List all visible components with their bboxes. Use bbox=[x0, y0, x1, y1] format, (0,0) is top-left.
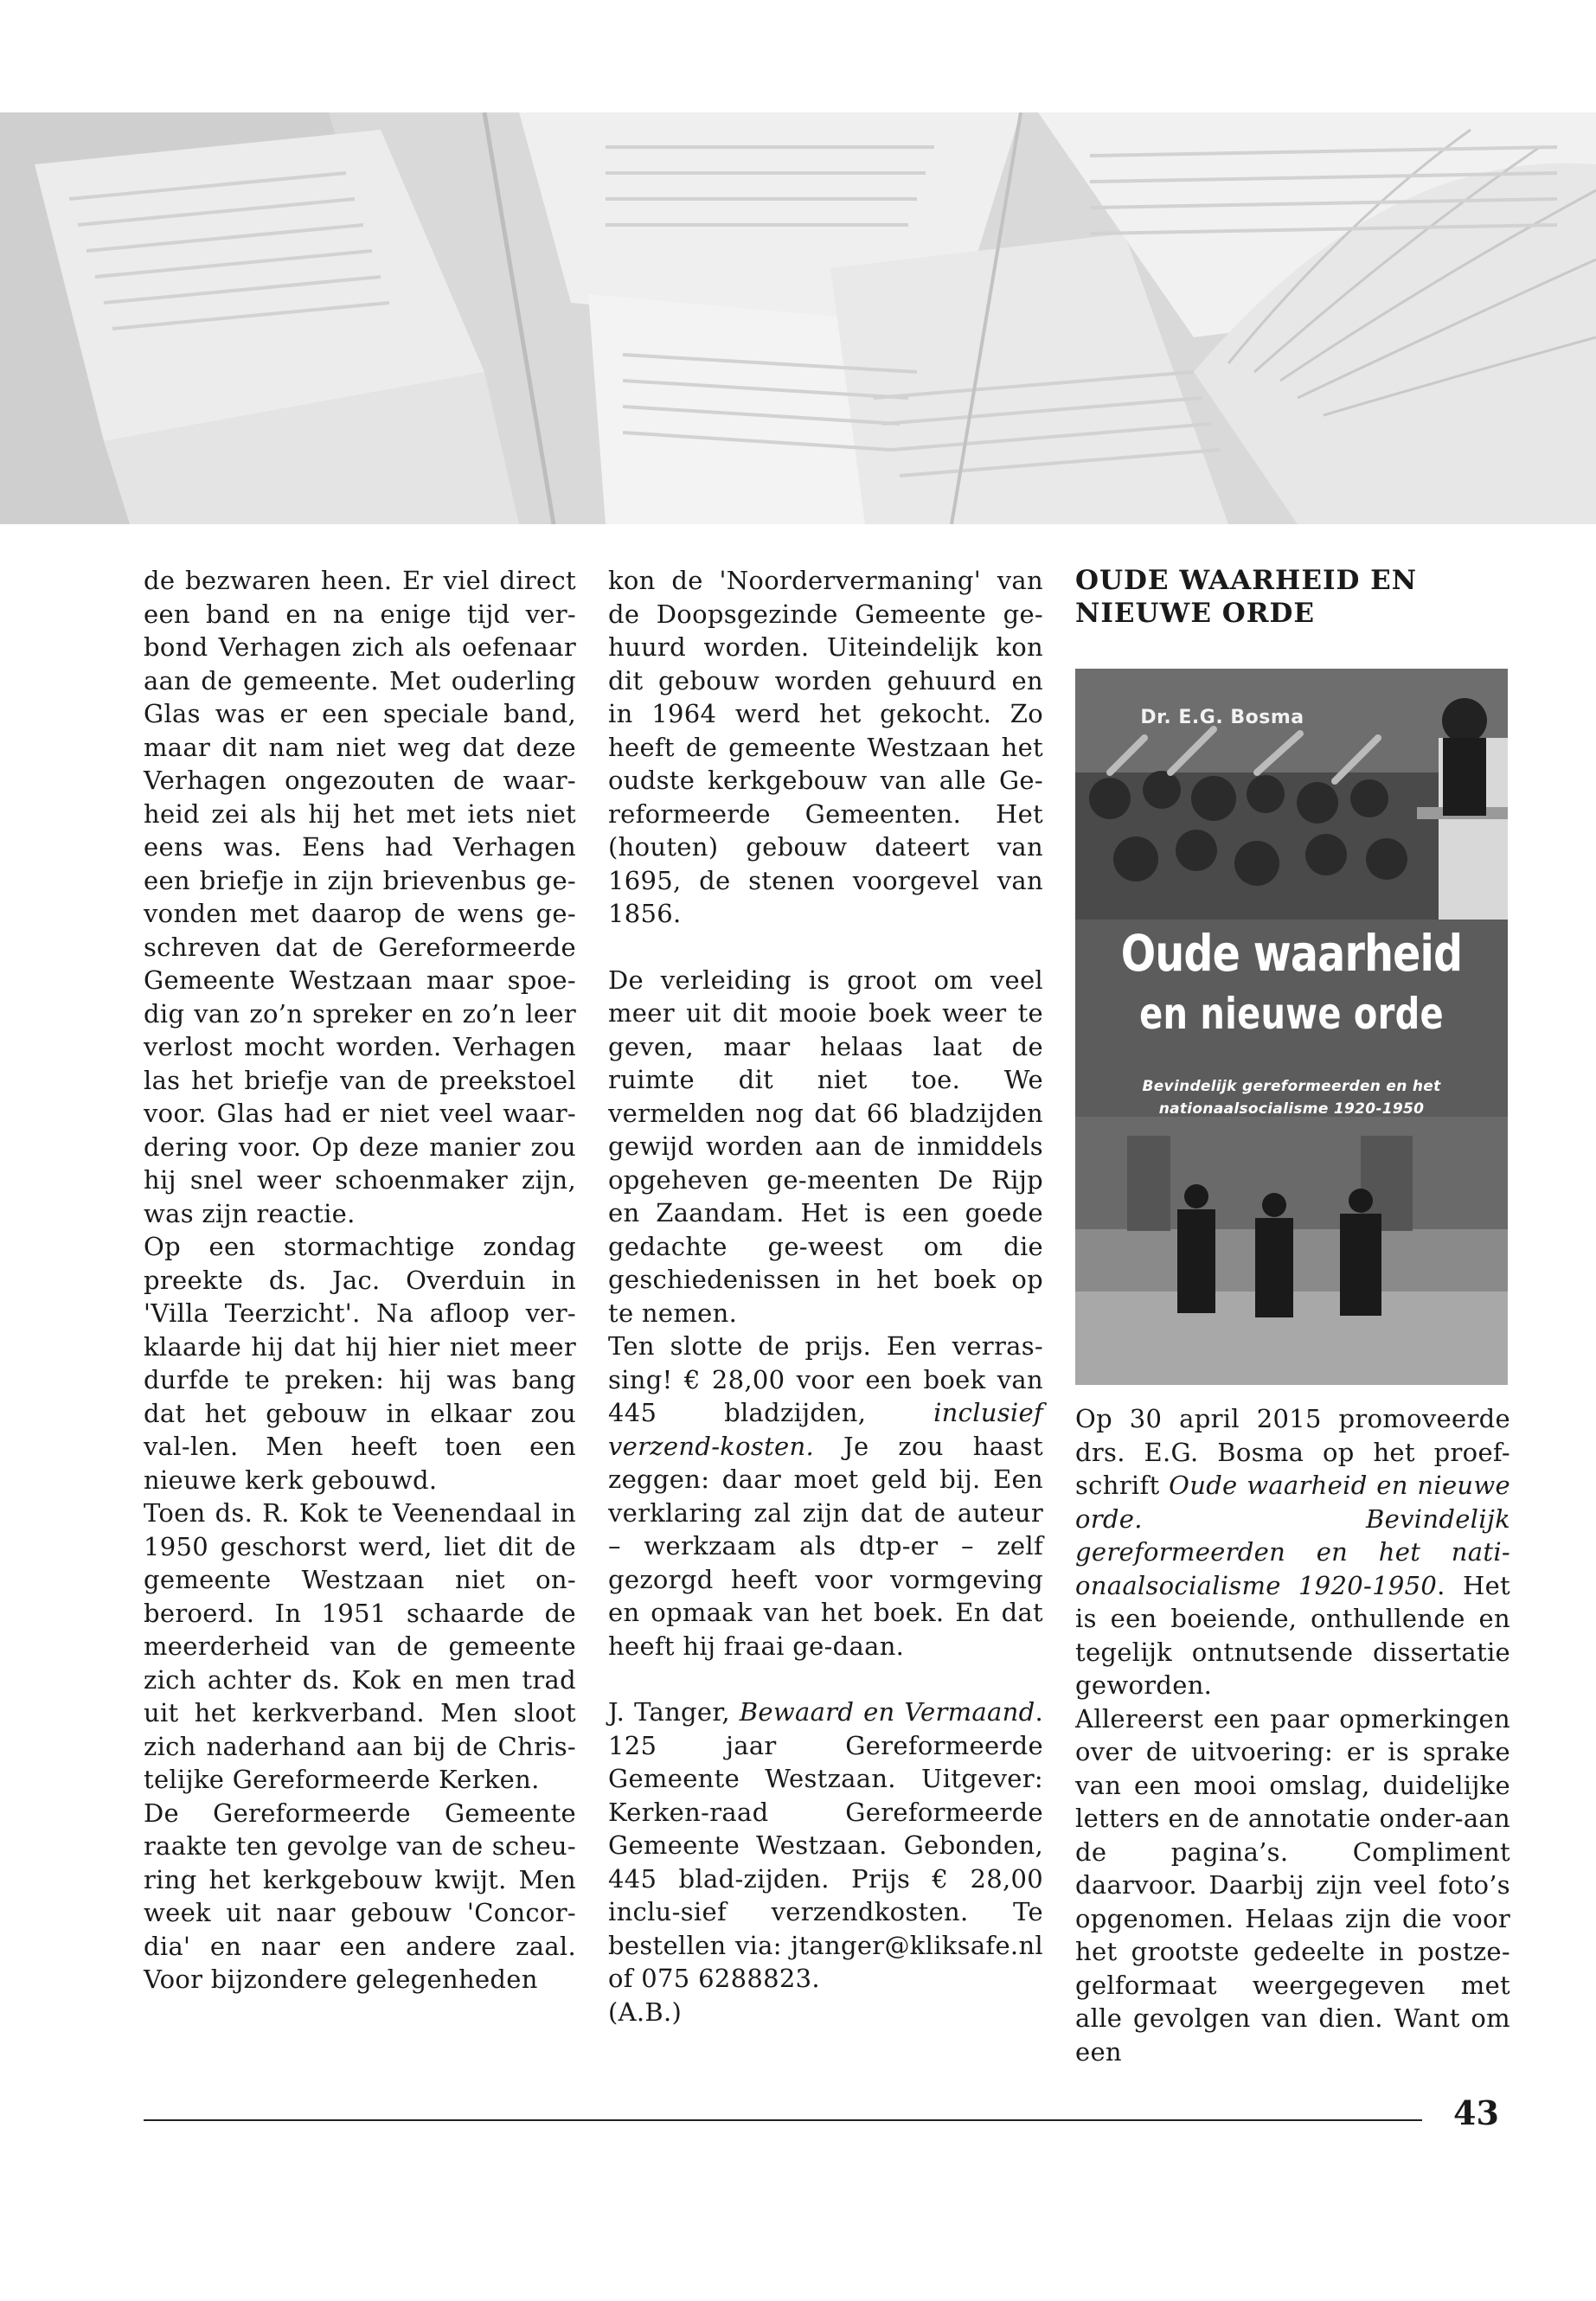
author-name: J. Tanger, bbox=[608, 1697, 730, 1727]
signature: (A.B.) bbox=[608, 1997, 683, 2027]
paragraph bbox=[608, 1330, 1043, 1663]
book-title: Bewaard en Vermaand bbox=[739, 1697, 1035, 1727]
cover-title: Oude waarheid bbox=[1120, 924, 1463, 983]
paragraph: Op een stormachtige zondag preekte ds. Jac. Overduin in 'Villa Teerzicht'. Na afloop ver-klaarde hij dat hij hier niet meer durfde te preken: hij was bang dat het gebouw in elkaar zou val-len. Men heeft toen een nieuwe kerk gebouwd. bbox=[144, 1232, 576, 1495]
cover-subtitle: Bevindelijk gereformeerden en het nationaalsocialisme 1920-1950 bbox=[1142, 1078, 1441, 1118]
paragraph: kon de 'Noordervermaning' van de Doopsgezinde Gemeente ge-huurd worden. Uiteindelijk kon dit gebouw worden gehuurd en in 1964 werd het gekocht. Zo heeft de gemeente Westzaan het oudste kerkgebouw van alle Ge-reformeerde Gemeenten. Het (houten) gebouw dateert van 1695, de stenen voorgevel van 1856. bbox=[608, 566, 1043, 928]
paragraph bbox=[1075, 1402, 1510, 1702]
page-number: 43 bbox=[1453, 2093, 1499, 2132]
cover-author: Dr. E.G. Bosma bbox=[1140, 707, 1304, 728]
section-heading: OUDE WAARHEID EN NIEUWE ORDE bbox=[1075, 565, 1418, 629]
intro-text: Op 30 april 2015 promoveerde drs. E.G. Bosma op het proef-schrift bbox=[1075, 1404, 1510, 1500]
book-reference bbox=[608, 1695, 1043, 1996]
footer-rule bbox=[144, 2119, 1422, 2121]
cover-title-line-2: en nieuwe orde bbox=[1139, 989, 1444, 1039]
column-3 bbox=[1075, 564, 1510, 2068]
column-1 bbox=[144, 564, 576, 1997]
paragraph: De verleiding is groot om veel meer uit dit mooie boek weer te geven, maar helaas laat de ruimte dit niet toe. We vermelden nog dat 66 bladzijden gewijd worden aan de inmiddels opgeheven ge-meenten De Rijp en Zaandam. Het is een goede gedachte ge-weest om die geschiedenissen in het boek op te nemen. bbox=[608, 965, 1043, 1328]
paragraph: de bezwaren heen. Er viel direct een band en na enige tijd ver-bond Verhagen zich als oefenaar aan de gemeente. Met ouderling Glas was er een speciale band, maar dit nam niet weg dat deze Verhagen ongezouten de waar-heid zei als hij het met iets niet eens was. Eens had Verhagen een briefje in zijn brievenbus ge-vonden met daarop de wens ge-schreven dat de Gereformeerde Gemeente Westzaan maar spoe-dig van zo’n spreker en zo’n leer verlost mocht worden. Verhagen las het briefje van de preekstoel voor. Glas had er niet veel waar-dering voor. Op deze manier zou hij snel weer schoenmaker zijn, was zijn reactie. bbox=[144, 566, 576, 1228]
column-2 bbox=[608, 564, 1043, 2029]
intro-text-continued: . Het is een boeiende, onthullende en tegelijk ontnutsende dissertatie geworden. bbox=[1075, 1570, 1510, 1700]
book-cover-image bbox=[1075, 669, 1508, 1385]
italic-note: inclusief verzend-kosten. bbox=[608, 1398, 1043, 1461]
paragraph: De Gereformeerde Gemeente raakte ten gevolge van de scheu-ring het kerkgebouw kwijt. Men week uit naar gebouw 'Concor-dia' en naar een andere zaal. Voor bijzondere gelegenheden bbox=[144, 1798, 576, 1994]
header-banner-image bbox=[0, 112, 1596, 524]
book-details: . 125 jaar Gereformeerde Gemeente Westzaan. Uitgever: Kerken-raad Gereformeerde Gemeente Westzaan. Gebonden, 445 blad-zijden. Prijs € 28,00 inclu-sief verzendkosten. Te bestellen via: jtanger@kliksafe.nl of 075 6288823. bbox=[608, 1697, 1043, 1993]
paragraph: Toen ds. R. Kok te Veenendaal in 1950 geschorst werd, liet dit de gemeente Westzaan niet on-beroerd. In 1951 schaarde de meerderheid van de gemeente zich achter ds. Kok en men trad uit het kerkverband. Men sloot zich naderhand aan bij de Chris-telijke Gereformeerde Kerken. bbox=[144, 1498, 576, 1794]
paragraph: Allereerst een paar opmerkingen over de uitvoering: er is sprake van een mooi omslag, duidelijke letters en de annotatie onder-aan de pagina’s. Compliment daarvoor. Daarbij zijn veel foto’s opgenomen. Helaas zijn die voor het grootste gedeelte in postze-gelformaat weergegeven met alle gevolgen van dien. Want om een bbox=[1075, 1703, 1510, 2067]
thesis-title: Oude waarheid en nieuwe orde. Bevindelijk gereformeerden en het nati-onaalsocialisme 1920-1950 bbox=[1075, 1471, 1510, 1600]
price-text: Ten slotte de prijs. Een verras-sing! € 28,00 voor een boek van 445 bladzijden, bbox=[608, 1331, 1043, 1427]
open-books-photo-icon bbox=[0, 112, 1596, 524]
price-text-continued: Je zou haast zeggen: daar moet geld bij. Een verklaring zal zijn dat de auteur – werkzaam als dtp-er – zelf gezorgd heeft voor vormgeving en opmaak van het boek. En dat heeft hij fraai ge-daan. bbox=[608, 1431, 1043, 1661]
